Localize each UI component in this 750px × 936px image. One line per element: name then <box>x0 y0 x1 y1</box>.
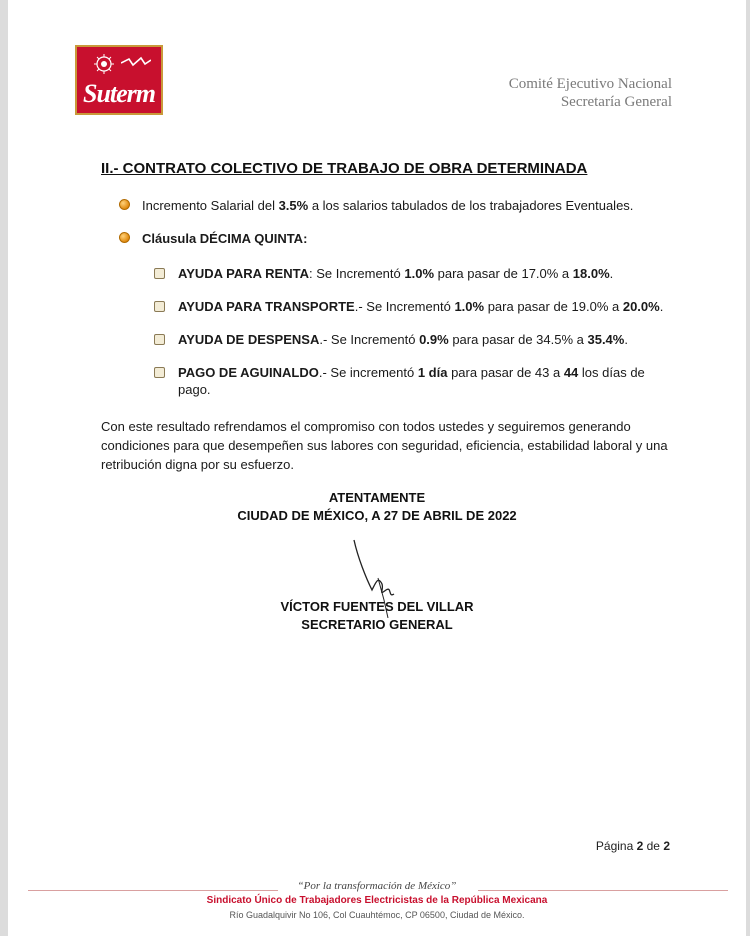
checkbox-icon <box>154 268 165 279</box>
item-bonus: PAGO DE AGUINALDO.- Se incrementó 1 día para pasar de 43 a 44 los días de pago. <box>178 365 645 397</box>
footer-motto: “Por la transformación de México” <box>297 880 457 892</box>
bullet-icon <box>119 199 130 210</box>
salutation: ATENTAMENTE <box>328 490 426 505</box>
lightning-icon <box>121 55 151 71</box>
checkbox-icon <box>154 301 165 312</box>
item-rent-aid: AYUDA PARA RENTA: Se Incrementó 1.0% para pasar de 17.0% a 18.0%. <box>178 266 614 281</box>
section-title: II.- CONTRATO COLECTIVO DE TRABAJO DE OBRA DETERMINADA <box>101 160 588 177</box>
emblem-icon <box>93 53 115 75</box>
document-page <box>8 0 746 936</box>
secretariat-name: Secretaría General <box>560 94 672 110</box>
closing-block <box>8 489 746 525</box>
signatory-role: SECRETARIO GENERAL <box>301 617 453 632</box>
bullet-icon <box>119 232 130 243</box>
footer-organization: Sindicato Único de Trabajadores Electricistas de la República Mexicana <box>206 895 548 906</box>
place-date: CIUDAD DE MÉXICO, A 27 DE ABRIL DE 2022 <box>237 508 517 523</box>
bullet-salary-increase: Incremento Salarial del 3.5% a los salarios tabulados de los trabajadores Eventuales. <box>119 197 633 214</box>
logo-wordmark: Suterm <box>82 79 156 108</box>
signatory-block <box>8 598 746 634</box>
checkbox-icon <box>154 367 165 378</box>
page-number: Página 2 de 2 <box>595 839 670 853</box>
closing-paragraph: Con este resultado refrendamos el compromiso con todos ustedes y seguiremos generando condiciones para que desempeñen sus labores con seguridad, eficiencia, estabilidad laboral y una retribución digna por su esfuerzo. <box>101 419 668 472</box>
item-transport-aid: AYUDA PARA TRANSPORTE.- Se Incrementó 1.0% para pasar de 19.0% a 20.0%. <box>178 299 664 314</box>
suterm-logo <box>75 45 163 115</box>
footer-address: Río Guadalquivir No 106, Col Cuauhtémoc, CP 06500, Ciudad de México. <box>229 910 525 920</box>
header-letterhead <box>509 75 672 111</box>
checkbox-icon <box>154 334 165 345</box>
item-pantry-aid: AYUDA DE DESPENSA.- Se Incrementó 0.9% para pasar de 34.5% a 35.4%. <box>178 332 628 347</box>
committee-name: Comité Ejecutivo Nacional <box>508 76 672 92</box>
bullet-clause: Cláusula DÉCIMA QUINTA: <box>119 230 307 247</box>
signatory-name: VÍCTOR FUENTES DEL VILLAR <box>280 599 474 614</box>
